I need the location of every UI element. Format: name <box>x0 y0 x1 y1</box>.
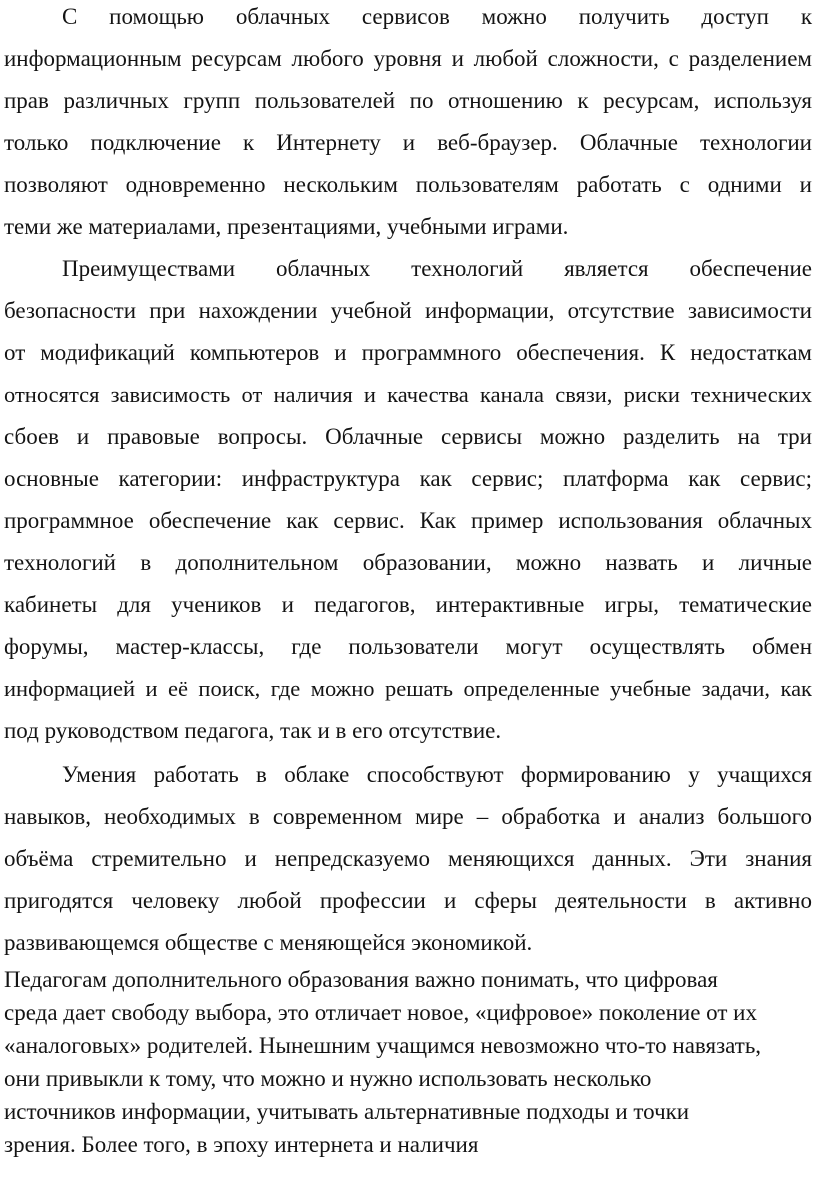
text-line: от модификаций компьютеров и программного обеспечения. К недостаткам <box>4 340 812 365</box>
text-line: сбоев и правовые вопросы. Облачные сервисы можно разделить на три <box>4 424 812 449</box>
text-line: позволяют одновременно нескольким пользователям работать с одними и <box>4 172 812 197</box>
text-line: информационным ресурсам любого уровня и любой сложности, с разделением <box>4 46 812 71</box>
text-line: основные категории: инфраструктура как сервис; платформа как сервис; <box>4 466 812 491</box>
text-line: прав различных групп пользователей по отношению к ресурсам, используя <box>4 88 812 113</box>
text-line: они привыкли к тому, что можно и нужно использовать несколько <box>4 1066 652 1091</box>
text-line: «аналоговых» родителей. Нынешним учащимся невозможно что-то навязать, <box>4 1033 762 1058</box>
text-line: зрения. Более того, в эпоху интернета и наличия <box>4 1132 479 1157</box>
text-line: С помощью облачных сервисов можно получить доступ к <box>62 4 812 29</box>
text-line: развивающемся обществе с меняющейся экономикой. <box>4 930 533 955</box>
text-line: источников информации, учитывать альтернативные подходы и точки <box>4 1099 690 1124</box>
text-line: навыков, необходимых в современном мире – обработка и анализ большого <box>4 804 812 829</box>
text-line: относятся зависимость от наличия и качества канала связи, риски технических <box>4 382 812 407</box>
text-line: безопасности при нахождении учебной информации, отсутствие зависимости <box>4 298 812 323</box>
text-line: Преимуществами облачных технологий является обеспечение <box>62 256 812 281</box>
text-line: Педагогам дополнительного образования важно понимать, что цифровая <box>4 967 718 992</box>
text-line: форумы, мастер-классы, где пользователи могут осуществлять обмен <box>4 634 812 659</box>
text-line: Умения работать в облаке способствуют формированию у учащихся <box>62 762 812 787</box>
text-line: объёма стремительно и непредсказуемо меняющихся данных. Эти знания <box>4 846 812 871</box>
text-line: технологий в дополнительном образовании, можно назвать и личные <box>4 550 812 575</box>
text-line: среда дает свободу выбора, это отличает новое, «цифровое» поколение от их <box>4 1000 757 1025</box>
text-line: только подключение к Интернету и веб-браузер. Облачные технологии <box>4 130 812 155</box>
text-line: информацией и её поиск, где можно решать определенные учебные задачи, как <box>4 676 812 701</box>
text-line: кабинеты для учеников и педагогов, интерактивные игры, тематические <box>4 592 812 617</box>
text-line: пригодятся человеку любой профессии и сферы деятельности в активно <box>4 888 812 913</box>
text-line: теми же материалами, презентациями, учебными играми. <box>4 214 569 239</box>
text-line: программное обеспечение как сервис. Как пример использования облачных <box>4 508 812 533</box>
text-line: под руководством педагога, так и в его отсутствие. <box>4 718 502 743</box>
